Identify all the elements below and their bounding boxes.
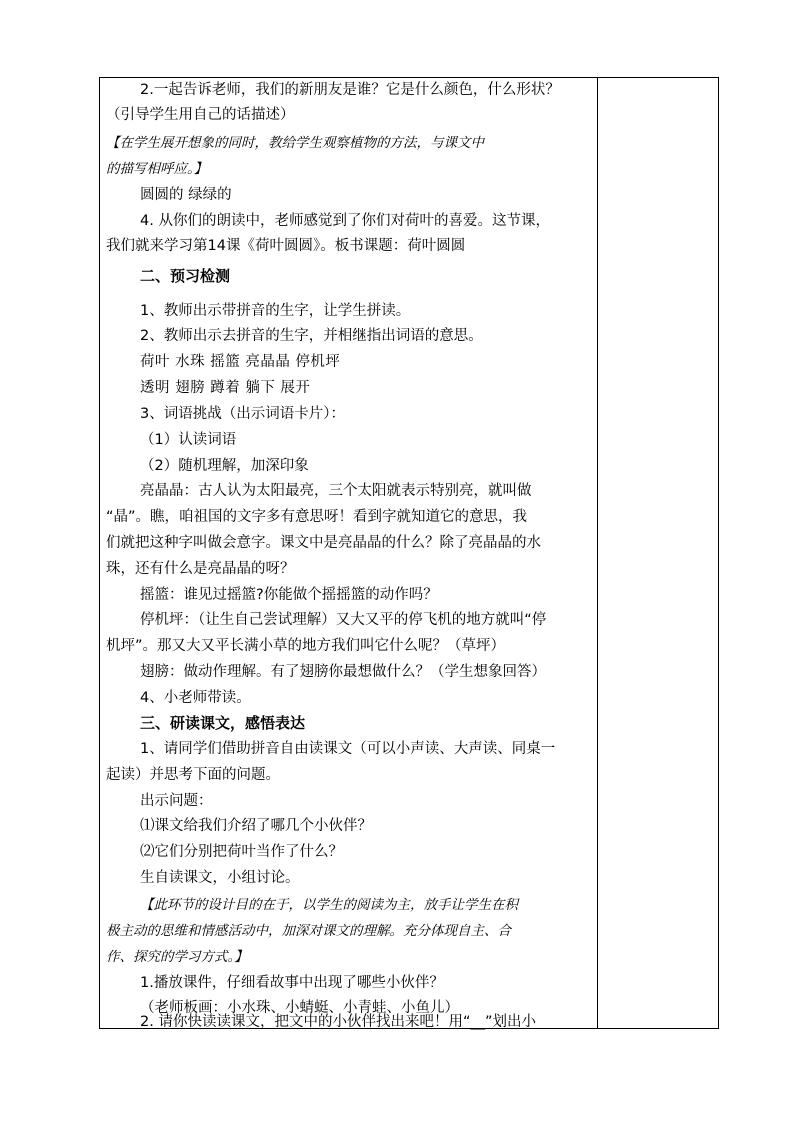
text-line: （引导学生用自己的话描述） [106,107,295,123]
design-note-line: 【此环节的设计目的在于，以学生的阅读为主，放手让学生在积 [140,897,518,913]
text-line: 机坪”。那又大又平长满小草的地方我们叫它什么呢？（草坪） [106,638,506,654]
text-line: 们就把这种字叫做会意字。课文中是亮晶晶的什么？除了亮晶晶的水 [106,535,541,551]
text-line: 4、小老师带读。 [140,690,251,706]
text-line: 我们就来学习第14课《荷叶圆圆》。板书课题：荷叶圆圆 [106,238,466,254]
text-line: “晶”。瞧，咱祖国的文字多有意思呀！看到字就知道它的意思，我 [106,509,528,525]
design-note-line: 极主动的思维和情感活动中，加深对课文的理解。充分体现自主、合 [106,923,511,939]
lesson-table [99,77,719,1029]
text-line: （1）认读词语 [140,432,237,448]
text-line: （老师板画：小水珠、小蜻蜓、小青蛙、小鱼儿） [140,1000,459,1016]
text-line: （2）随机理解，加深印象 [140,458,309,474]
text-line: 2. 请你快读读课文，把文中的小伙伴找出来吧！用“__”划出小 [140,1014,536,1030]
text-line: 珠，还有什么是亮晶晶的呀？ [106,561,295,577]
design-note-line: 【在学生展开想象的同时，教给学生观察植物的方法，与课文中 [106,135,484,151]
text-line: 1、请同学们借助拼音自由读课文（可以小声读、大声读、同桌一 [140,741,556,757]
design-note-line: 作、探究的学习方式。】 [106,949,248,965]
text-line: ⑴课文给我们介绍了哪几个小伙伴？ [140,818,372,834]
text-line: 4. 从你们的朗读中，老师感觉到了你们对荷叶的喜爱。这节课， [140,213,550,229]
text-line: 1.播放课件，仔细看故事中出现了哪些小伙伴？ [140,975,444,991]
section-heading: 二、预习检测 [140,267,231,285]
column-divider [597,78,598,1028]
text-line: 3、词语挑战（出示词语卡片）： [140,406,345,422]
text-line: 2.一起告诉老师，我们的新朋友是谁？它是什么颜色，什么形状？ [140,82,560,98]
vocabulary-line: 荷叶 水珠 摇篮 亮晶晶 停机坪 [140,354,341,370]
text-line: 出示问题： [140,793,213,809]
text-line: ⑵它们分别把荷叶当作了什么？ [140,844,343,860]
text-line: 起读）并思考下面的问题。 [106,767,280,783]
section-heading: 三、研读课文，感悟表达 [140,714,306,732]
text-line: 生自读课文，小组讨论。 [140,870,300,886]
text-line: 圆圆的 绿绿的 [140,187,232,203]
text-line: 2、教师出示去拼音的生字，并相继指出词语的意思。 [140,328,483,344]
text-line: 亮晶晶：古人认为太阳最亮，三个太阳就表示特别亮，就叫做 [140,483,532,499]
vocabulary-line: 透明 翅膀 蹲着 躺下 展开 [140,380,311,396]
text-line: 摇篮：谁见过摇篮?你能做个摇摇篮的动作吗？ [140,587,438,603]
text-line: 翅膀：做动作理解。有了翅膀你最想做什么？（学生想象回答） [140,664,546,680]
text-line: 1、教师出示带拼音的生字，让学生拼读。 [140,303,411,319]
text-line: 停机坪：（让生自己尝试理解）又大又平的停飞机的地方就叫“停 [140,612,547,628]
design-note-line: 的描写相呼应。】 [106,161,208,177]
